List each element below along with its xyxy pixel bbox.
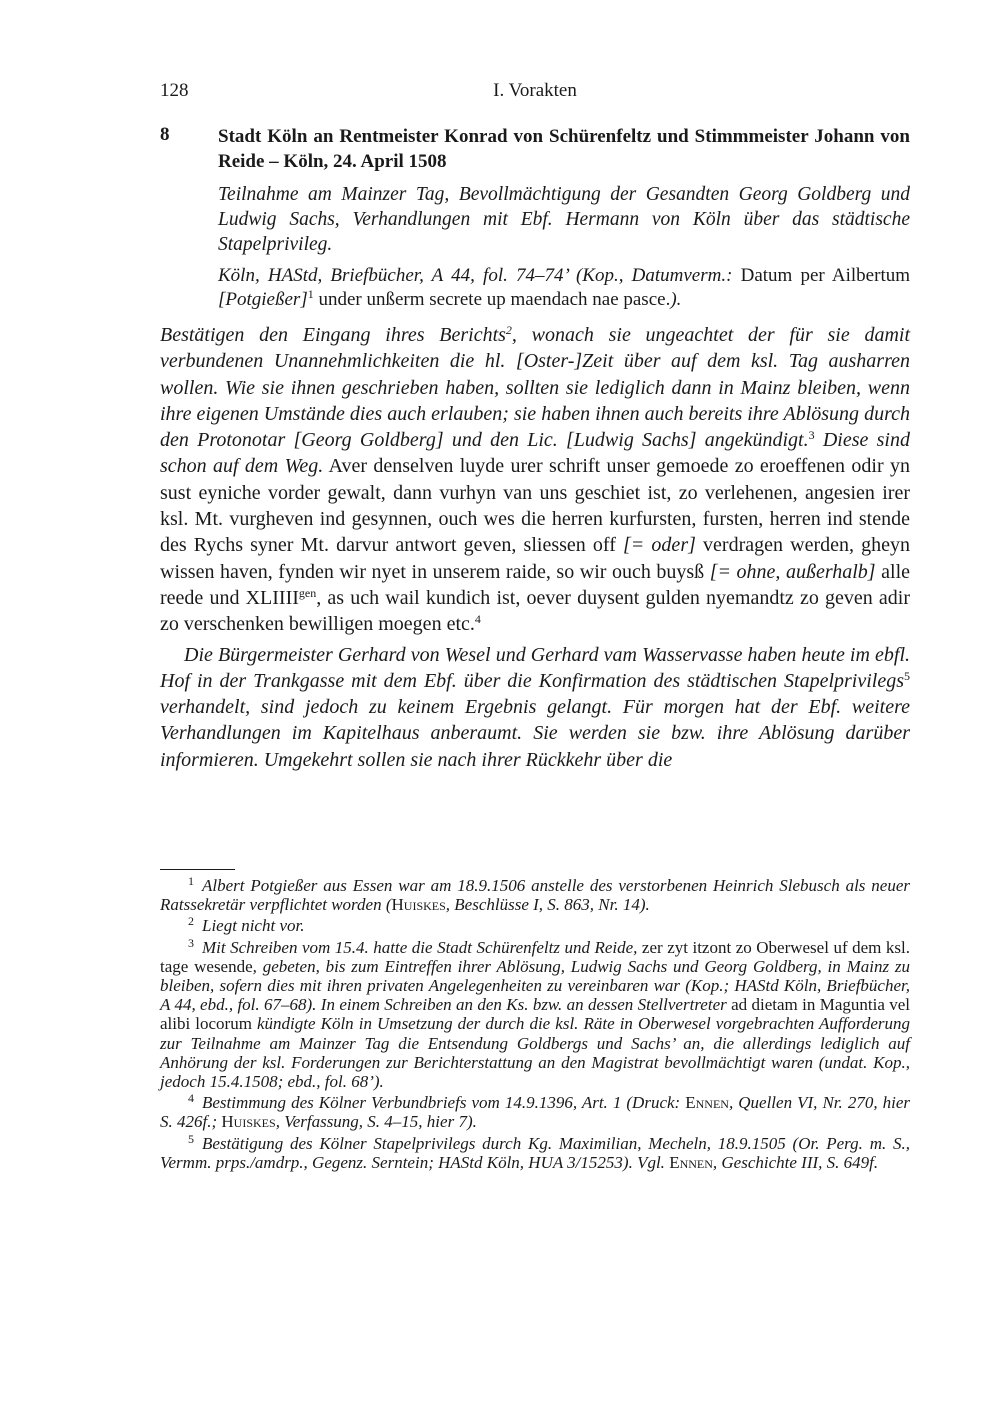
body-text [160, 322, 910, 773]
footnote-separator [160, 869, 235, 870]
footnote-text: Bestätigung des Kölner Stapelprivilegs durch Kg. Maximilian, Mecheln, 18.9.1505 (Or. Perg. m. S., Vermm. prps./amdrp., Gegenz. Serntein; HAStd Köln, HUA 3/15253). Vgl. [160, 1133, 910, 1172]
document-header [160, 124, 910, 312]
footnote-text: Albert Potgießer aus Essen war am 18.9.1506 anstelle des verstorbenen Heinrich Slebusch als neuer Ratssekretär verpflichtet worden ( [160, 876, 910, 915]
footnote-ref-4[interactable]: 4 [474, 612, 481, 627]
footnote-4 [160, 1093, 910, 1131]
footnote-text: , Quellen VI, Nr. 270, hier S. 426f.; [160, 1093, 910, 1132]
source-close: ). [670, 289, 682, 310]
footnote-mark: 5 [188, 1131, 194, 1146]
editorial-note: [= oder] [623, 534, 696, 557]
footnote-ref-2[interactable]: 2 [505, 323, 512, 337]
author-name: Huiskes [391, 895, 446, 915]
footnote-3 [160, 935, 910, 1092]
footnote-1 [160, 876, 910, 914]
source-editorial: [Potgießer] [218, 289, 308, 310]
quote-text: verdragen werden, gheyn wissen haven, fynden wir nyet in unserem raide, so wir ouch buysß [160, 534, 910, 583]
running-title: I. Vorakten [493, 80, 577, 101]
footnote-text: kündigte Köln in Umsetzung der durch die ksl. Räte in Oberwesel vorgebrachten Aufforderung zur Teilnahme am Mainzer Tag die Entsendung Goldbergs und Sachs’ an, die allerdings lediglich auf Anhörung der ksl. Forderungen zur Berichterstattung an den Magistrat bevollmächtigt waren (undat. Kop., jedoch 15.4.1508; ebd., fol. 68’). [160, 1014, 910, 1092]
author-name: Ennen [669, 1152, 713, 1172]
quote-text: , as uch wail kundich ist, oever duysent gulden nyemandtz zo geven adir zo verschenken bewilligen moegen etc. [160, 586, 910, 636]
paragraph-2 [160, 642, 910, 773]
document-title: Stadt Köln an Rentmeister Konrad von Schürenfeltz und Stimmmeister Johann von Reide – Köln, 24. April 1508 [218, 126, 910, 172]
document-regest: Teilnahme am Mainzer Tag, Bevollmächtigung der Gesandten Georg Goldberg und Ludwig Sachs, Verhandlungen mit Ebf. Hermann von Köln über das städtische Stapelprivileg. [218, 184, 910, 255]
footnote-text: , Beschlüsse I, S. 863, Nr. 14). [445, 895, 650, 915]
footnote-mark: 3 [188, 935, 194, 950]
footnote-ref-5[interactable]: 5 [904, 668, 910, 683]
footnotes [160, 876, 910, 1172]
document-number: 8 [160, 124, 170, 145]
summary-text: Die Bürgermeister Gerhard von Wesel und Gerhard vam Wasservasse haben heute im ebfl. Hof in der Trankgasse mit dem Ebf. über die Konfirmation des städtischen Stapelprivilegs [160, 643, 910, 692]
editorial-note: [= ohne, außerhalb] [709, 560, 876, 583]
footnote-text: , Verfassung, S. 4–15, hier 7). [275, 1112, 477, 1132]
paragraph-1 [160, 322, 910, 638]
summary-text: Bestätigen den Eingang ihres Berichts [160, 324, 506, 346]
footnote-text: , Geschichte III, S. 649f. [712, 1152, 879, 1172]
footnote-5 [160, 1131, 910, 1172]
quote-text: alle reede und XLIIII [160, 560, 911, 609]
superscript-gen: gen [298, 585, 317, 600]
footnote-mark: 2 [188, 914, 194, 929]
quote-text: ad dietam in Maguntia vel alibi locorum [160, 995, 910, 1034]
footnote-text: Mit Schreiben vom 15.4. hatte die Stadt Schürenfeltz und Reide, [202, 937, 638, 957]
summary-text: Diese sind schon auf dem Weg. [160, 429, 910, 478]
author-name: Ennen [685, 1093, 729, 1113]
footnote-text: Liegt nicht vor. [202, 916, 305, 936]
source-citation: Köln, HAStd, Briefbücher, A 44, fol. 74–74’ (Kop., Datumverm.: [218, 265, 733, 286]
quote-text: zer zyt itzont zo Oberwesel uf dem ksl. tage wesende [160, 937, 910, 976]
summary-text: , wonach sie ungeachtet der für sie damit verbundenen Unannehmlichkeiten die hl. [Oster-]Zeit über auf dem ksl. Tag ausharren wollen. Wie sie ihnen geschrieben haben, sollten sie lediglich dann in Mainz bleiben, wenn ihre eigenen Umstände dies auch erlauben; sie haben ihnen auch bereits ihre Ablösung durch den Protonotar [Georg Goldberg] und den Lic. [Ludwig Sachs] angekündigt. [160, 324, 911, 452]
footnote-text: , gebeten, bis zum Eintreffen ihrer Ablösung, Ludwig Sachs und Georg Goldberg, in Mainz zu bleiben, sofern dies mit ihren privaten Angelegenheiten zu vereinbaren war (Kop.; HAStd Köln, Briefbücher, A 44, ebd., fol. 67–68). In einem Schreiben an den Ks. bzw. an dessen Stellvertreter [160, 956, 910, 1015]
footnote-text: Bestimmung des Kölner Verbundbriefs vom 14.9.1396, Art. 1 (Druck: [202, 1093, 686, 1113]
footnote-ref-3[interactable]: 3 [808, 428, 815, 443]
summary-text: verhandelt, sind jedoch zu keinem Ergebnis gelangt. Für morgen hat der Ebf. weitere Verhandlungen im Kapitelhaus anberaumt. Sie werden sie bzw. ihre Ablösung darüber informieren. Umgekehrt sollen sie nach ihrer Rückkehr über die [160, 696, 910, 771]
source-quote-cont: under unßerm secrete up maendach nae pasce. [313, 289, 671, 310]
footnote-2 [160, 916, 910, 935]
quote-text: Aver denselven luyde urer schrift unser gemoede zo eroeffenen odir yn sust eyniche vorder gewalt, dann vurhyn van uns geschiet ist, zo verlehenen, angesien irer ksl. Mt. vurgheven ind gesynnen, ouch wes die herren kurfursten, fursten, herren ind stende des Rychs syner Mt. darvur antwort geven, sliessen off [160, 455, 910, 557]
source-quote: Datum per Ailbertum [732, 265, 910, 286]
document-source [218, 264, 910, 312]
author-name: Huiskes [221, 1112, 276, 1132]
running-head [160, 80, 910, 106]
footnote-mark: 4 [188, 1091, 194, 1106]
footnote-mark: 1 [188, 874, 194, 888]
footnote-ref-1[interactable]: 1 [307, 287, 314, 301]
page-number: 128 [160, 80, 189, 101]
